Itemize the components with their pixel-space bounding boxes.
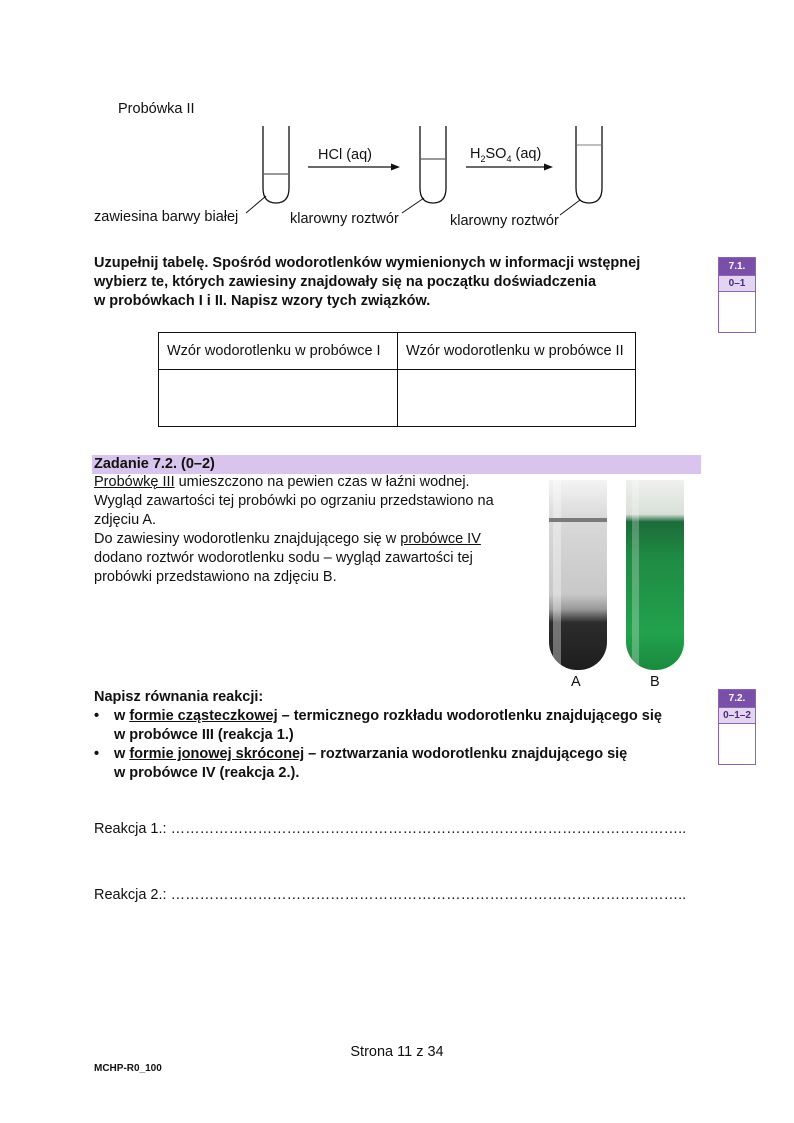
pointer-line-1 [246, 196, 266, 213]
test-tube-1 [263, 126, 289, 203]
photo-b-test-tube [626, 480, 684, 670]
caption-suspension: zawiesina barwy białej [94, 209, 239, 225]
reagent-h2so4: $H_2SO_4$ (aq) [470, 146, 542, 164]
answer-cell-tube-2[interactable] [398, 370, 636, 427]
score-id: 7.2. [719, 690, 755, 707]
photo-a-test-tube [549, 480, 607, 670]
task72-title: Zadanie 7.2. (0–2) [94, 456, 215, 472]
arrow-1 [308, 164, 400, 171]
reaction-2-answer-line[interactable]: Reakcja 2.: …………………………………………………………………………………………….. [94, 887, 687, 903]
score-box-7-1 [718, 257, 756, 333]
table-header-tube-2: Wzór wodorotlenku w probówce II [398, 333, 636, 370]
score-field[interactable] [719, 291, 755, 332]
answer-table [158, 332, 636, 427]
reaction-1-answer-line[interactable]: Reakcja 1.: …………………………………………………………………………………………….. [94, 821, 687, 837]
answer-cell-tube-1[interactable] [159, 370, 398, 427]
bullet-icon: • [94, 708, 100, 724]
bullet-2: • w formie jonowej skróconej – roztwarzania wodorotlenku znajdującego się w probówce IV (reakcja 2.). [94, 746, 628, 781]
tube-label: Probówka II [118, 101, 195, 117]
score-field[interactable] [719, 723, 755, 764]
tube-diagram [0, 0, 794, 240]
score-points: 0–1–2 [719, 707, 755, 723]
reagent-hcl: HCl (aq) [318, 147, 372, 163]
score-points: 0–1 [719, 275, 755, 291]
arrow-2 [466, 164, 553, 171]
test-tube-2 [420, 126, 446, 203]
exam-code: MCHP-R0_100 [94, 1063, 162, 1074]
table-header-tube-1: Wzór wodorotlenku w probówce I [159, 333, 398, 370]
test-tube-3 [576, 126, 602, 203]
pointer-line-2 [402, 198, 424, 213]
photo-b-label: B [650, 674, 660, 690]
score-id: 7.1. [719, 258, 755, 275]
bullet-icon: • [94, 746, 100, 762]
task72-instruction-head: Napisz równania reakcji: [94, 689, 264, 705]
task71-instruction: Uzupełnij tabelę. Spośród wodorotlenków wymienionych w informacji wstępnej wybierz te, których zawiesiny znajdowały się na początku doświadczenia w probówkach I i II. Napisz wzory tych związków. [94, 255, 641, 309]
pointer-line-3 [560, 200, 580, 215]
photo-a-label: A [571, 674, 581, 690]
caption-clear-1: klarowny roztwór [290, 211, 399, 227]
score-box-7-2 [718, 689, 756, 765]
task72-bullet-list [94, 707, 662, 783]
bullet-1: • w formie cząsteczkowej – termicznego rozkładu wodorotlenku znajdującego się w probówce III (reakcja 1.) [94, 708, 662, 743]
task72-description: Probówkę III umieszczono na pewien czas w łaźni wodnej. Wygląd zawartości tej probówki po ogrzaniu przedstawiono na zdjęciu A. Do zawiesiny wodorotlenku znajdującego się w probówce IV dodano roztwór wodorotlenku sodu – wygląd zawartości tej probówki przedstawiono na zdjęciu B. [94, 474, 494, 585]
caption-clear-2: klarowny roztwór [450, 213, 559, 229]
page-number: Strona 11 z 34 [350, 1044, 444, 1060]
